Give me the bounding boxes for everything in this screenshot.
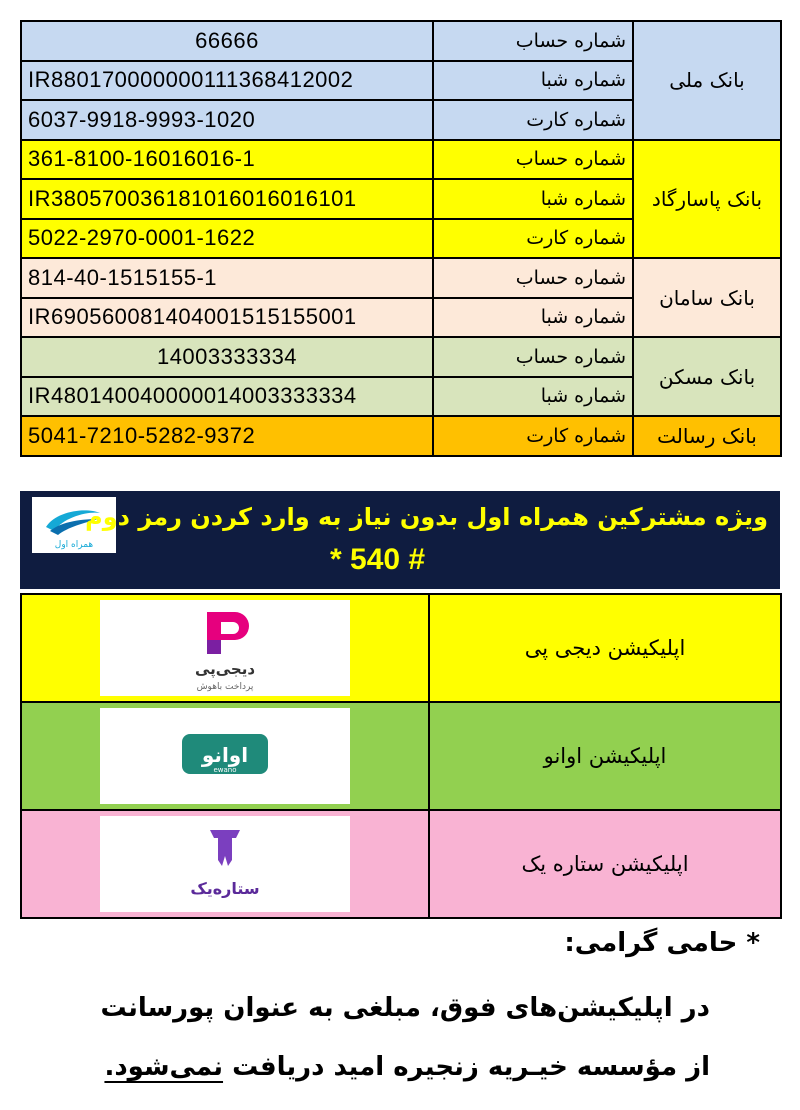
note-line-2 — [104, 1052, 710, 1082]
card-label: شماره کارت — [433, 100, 633, 140]
table-row — [21, 21, 781, 61]
bank-name-resalat: بانک رسالت — [633, 416, 781, 456]
table-row — [21, 140, 781, 180]
app-name: اپلیکیشن دیجی پی — [429, 594, 781, 702]
note-line-2-text: از مؤسسه خیـریه زنجیره امید دریافت — [223, 1052, 710, 1082]
digipay-logo-icon — [100, 600, 350, 696]
note-underlined-word: نمی‌شود. — [104, 1052, 224, 1082]
digipay-logo-sub: پرداخت باهوش — [196, 682, 254, 692]
bank-name-maskan: بانک مسکن — [633, 337, 781, 416]
card-number: 5041-7210-5282-9372 — [21, 416, 433, 456]
table-row — [21, 258, 781, 298]
account-label: شماره حساب — [433, 258, 633, 298]
digipay-logo-text: دیجی‌پی — [194, 660, 256, 678]
mci-logo-text: همراه اول — [54, 540, 94, 550]
sheba-label: شماره شبا — [433, 377, 633, 417]
table-row — [21, 416, 781, 456]
ussd-code: * 540 # — [330, 543, 426, 576]
account-label: شماره حساب — [433, 140, 633, 180]
table-row — [21, 337, 781, 377]
table-row — [21, 702, 781, 810]
account-label: شماره حساب — [433, 337, 633, 377]
app-logo-cell — [21, 594, 429, 702]
account-number: 66666 — [21, 21, 433, 61]
note-heading: * حامی گرامی: — [564, 928, 760, 958]
bank-name-saman: بانک سامان — [633, 258, 781, 337]
sheba-number: IR690560081404001515155001 — [21, 298, 433, 338]
sheba-number: IR480140040000014003333334 — [21, 377, 433, 417]
card-number: 6037-9918-9993-1020 — [21, 100, 433, 140]
table-row — [21, 810, 781, 918]
account-number: 814-40-1515155-1 — [21, 258, 433, 298]
bank-name-melli: بانک ملی — [633, 21, 781, 140]
account-label: شماره حساب — [433, 21, 633, 61]
ewano-logo-icon — [100, 708, 350, 804]
app-name: اپلیکیشن ستاره یک — [429, 810, 781, 918]
ewano-logo-sub: ewano — [213, 766, 237, 774]
app-logo-cell — [21, 810, 429, 918]
account-number: 361-8100-16016016-1 — [21, 140, 433, 180]
note-line-1: در اپلیکیشن‌های فوق، مبلغی به عنوان پورسانت — [100, 993, 710, 1023]
sheba-number: IR880170000000111368412002 — [21, 61, 433, 101]
app-logo-cell — [21, 702, 429, 810]
sheba-label: شماره شبا — [433, 61, 633, 101]
promo-text: ویژه مشترکین همراه اول بدون نیاز به وارد کردن رمز دوم — [85, 503, 768, 531]
card-number: 5022-2970-0001-1622 — [21, 219, 433, 259]
app-name: اپلیکیشن اوانو — [429, 702, 781, 810]
payment-apps-table — [20, 593, 782, 919]
sheba-label: شماره شبا — [433, 179, 633, 219]
card-label: شماره کارت — [433, 219, 633, 259]
bank-name-pasargad: بانک پاسارگاد — [633, 140, 781, 259]
card-label: شماره کارت — [433, 416, 633, 456]
sheba-label: شماره شبا — [433, 298, 633, 338]
table-row — [21, 594, 781, 702]
mci-promo-banner — [20, 491, 780, 589]
account-number: 14003333334 — [21, 337, 433, 377]
ewano-logo-text: اوانو — [201, 743, 249, 767]
setareyek-logo-icon — [100, 816, 350, 912]
bank-accounts-table — [20, 20, 782, 457]
sheba-number: IR380570036181016016016101 — [21, 179, 433, 219]
setareyek-logo-text: ستاره‌یک — [190, 879, 260, 898]
